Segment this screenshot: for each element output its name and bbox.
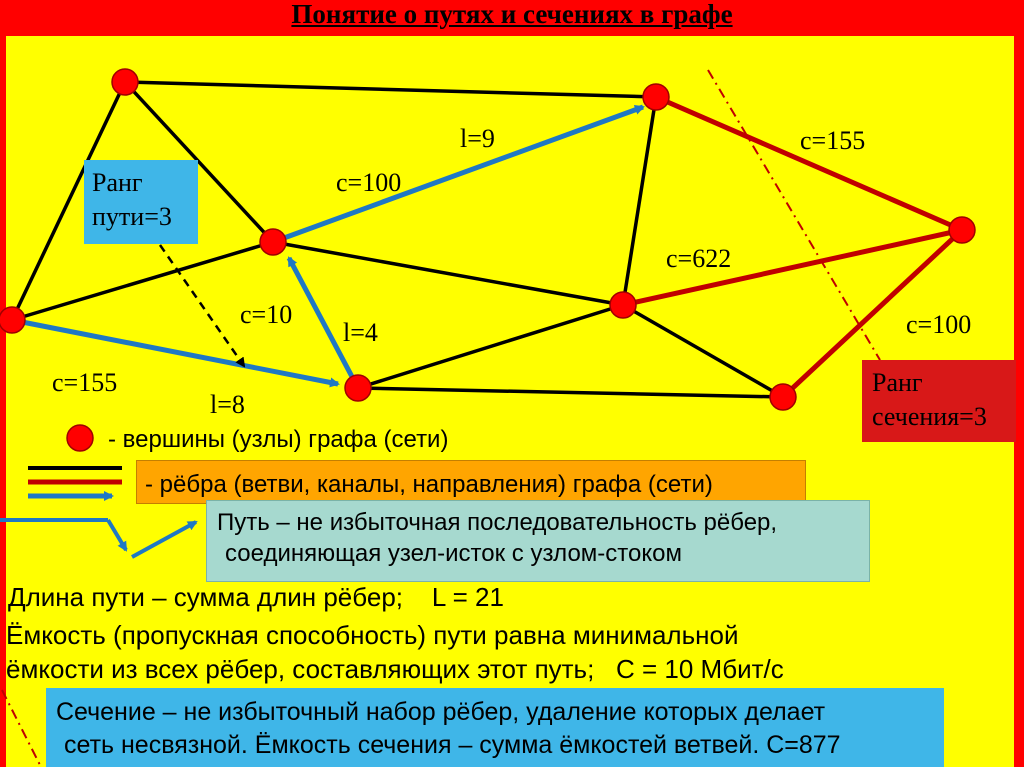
- edge-n1-n2: [125, 82, 656, 97]
- label-c10: c=10: [240, 300, 293, 329]
- label-c155-left: c=155: [52, 368, 118, 397]
- cut-rank-line1: Ранг: [872, 368, 923, 397]
- cut-definition-box: [46, 688, 944, 767]
- label-c100-right: c=100: [906, 310, 972, 339]
- graph-node: [0, 307, 25, 333]
- legend-edges-text: - рёбра (ветви, каналы, направления) графа (сети): [145, 471, 713, 498]
- graph-node: [112, 69, 138, 95]
- edge-n3-n5: [273, 242, 623, 305]
- path-rank-line1: Ранг: [92, 168, 143, 197]
- edge-n5-n7: [623, 305, 783, 397]
- legend-vertices-text: - вершины (узлы) графа (сети): [108, 426, 449, 453]
- edge-n6-n7: [358, 388, 783, 397]
- cut-def-line1: Сечение – не избыточный набор рёбер, удаление которых делает: [56, 698, 826, 726]
- graph-node: [770, 384, 796, 410]
- path-rank-box: [84, 160, 198, 244]
- page-title: Понятие о путях и сечениях в графе: [291, 0, 733, 29]
- label-l9: l=9: [460, 124, 495, 153]
- capacity-line2: ёмкости из всех рёбер, составляющих этот путь; C = 10 Мбит/с: [6, 654, 784, 684]
- legend-node-symbol: [67, 425, 93, 451]
- label-l4: l=4: [343, 318, 378, 347]
- label-c622: c=622: [666, 244, 732, 273]
- edge-n2-n5: [623, 97, 656, 305]
- cut-edge-n2-n8: [656, 97, 962, 230]
- graph-node: [260, 229, 286, 255]
- legend-path-arrow: [108, 520, 126, 550]
- label-c155-top: c=155: [800, 126, 866, 155]
- path-definition-box: [206, 500, 870, 582]
- cut-line: [708, 70, 880, 360]
- edge-n6-n5: [358, 305, 623, 388]
- edge-n4-n3: [12, 242, 273, 320]
- cut-def-line2: сеть несвязной. Ёмкость сечения – сумма ёмкостей ветвей. C=877: [64, 730, 841, 759]
- capacity-line1: Ёмкость (пропускная способность) пути равна минимальной: [6, 620, 739, 650]
- path-def-line1: Путь – не избыточная последовательность рёбер,: [217, 509, 778, 536]
- legend-path-arrow: [132, 522, 196, 557]
- graph-node: [610, 292, 636, 318]
- path-def-line2: соединяющая узел-исток с узлом-стоком: [225, 540, 682, 568]
- cut-line-tail: [2, 690, 40, 765]
- legend-edges-box: [136, 460, 806, 504]
- path-rank-line2: пути=3: [92, 201, 172, 231]
- path-edge-n3-n2: [273, 107, 643, 242]
- label-l8: l=8: [210, 390, 245, 419]
- graph-node: [345, 375, 371, 401]
- cut-rank-box: [862, 360, 1016, 442]
- graph-node: [643, 84, 669, 110]
- label-c100-mid: c=100: [336, 168, 402, 197]
- graph-node: [949, 217, 975, 243]
- path-length-text: Длина пути – сумма длин рёбер; L = 21: [8, 582, 504, 612]
- cut-rank-line2: сечения=3: [872, 401, 987, 431]
